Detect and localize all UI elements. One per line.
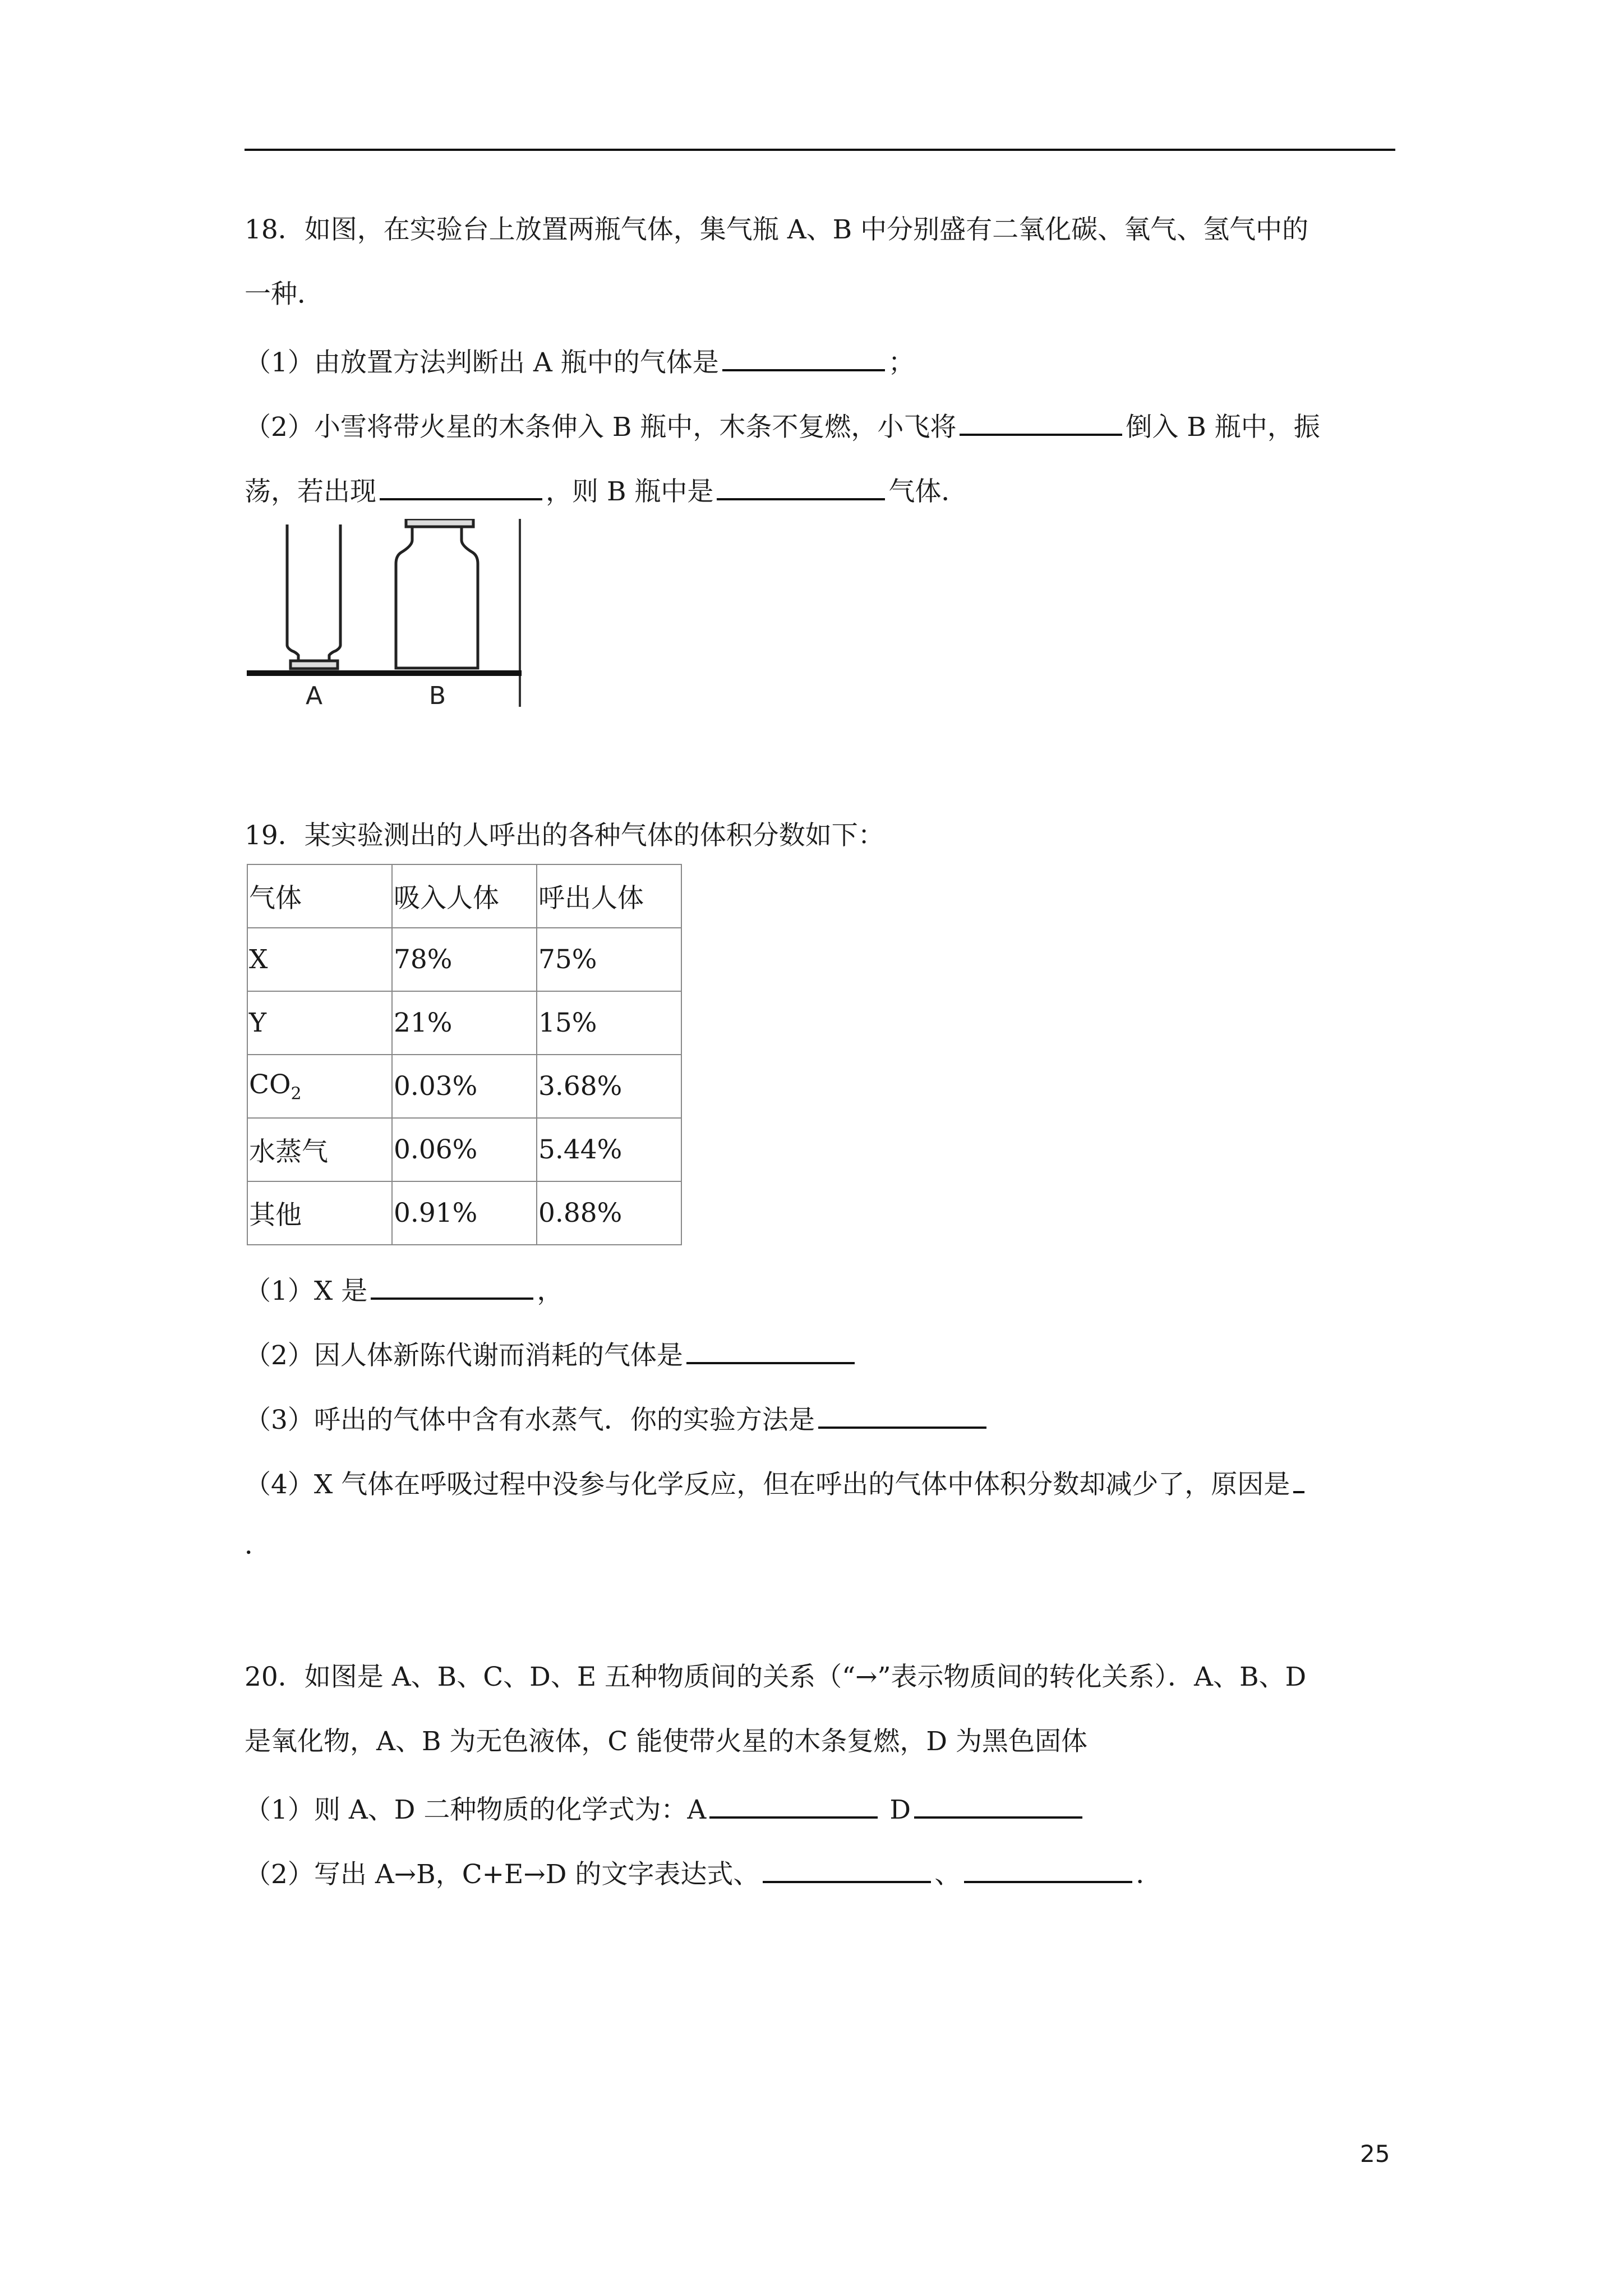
table-cell: 水蒸气 <box>247 1118 392 1181</box>
header-rule <box>245 149 1395 151</box>
q20-part2: （2）写出 A→B，C+E→D 的文字表达式、 、 ． <box>245 1854 1162 1892</box>
q19-blank4[interactable] <box>1293 1464 1304 1493</box>
q20-part1: （1）则 A、D 二种物质的化学式为：A D <box>245 1789 1086 1827</box>
q19-blank3[interactable] <box>818 1400 986 1429</box>
q19-stem: 19．某实验测出的人呼出的各种气体的体积分数如下： <box>245 820 884 851</box>
table-cell: 3.68% <box>537 1055 681 1118</box>
table-cell: 5.44% <box>537 1118 681 1181</box>
q20-stem-line2: 是氧化物，A、B 为无色液体，C 能使带火星的木条复燃，D 为黑色固体 <box>245 1726 1087 1757</box>
table-header-cell: 吸入人体 <box>392 864 537 928</box>
table-header-row <box>247 864 681 928</box>
lab-bench <box>247 670 522 676</box>
table-row <box>247 991 681 1055</box>
q20-stem-line1: 20．如图是 A、B、C、D、E 五种物质间的关系（“→”表示物质间的转化关系）．A、B、D <box>245 1662 1307 1692</box>
q19-part2: （2）因人体新陈代谢而消耗的气体是 <box>245 1335 858 1373</box>
q18-blank1[interactable] <box>722 342 885 371</box>
table-cell: 78% <box>392 928 537 991</box>
table-cell: 75% <box>537 928 681 991</box>
table-cell: 0.06% <box>392 1118 537 1181</box>
q18-blank4[interactable] <box>717 471 885 500</box>
q18-part1: （1）由放置方法判断出 A 瓶中的气体是 ； <box>245 342 915 380</box>
q19-blank1[interactable] <box>371 1271 533 1300</box>
q18-blank3[interactable] <box>380 471 542 500</box>
table-row <box>247 1055 681 1118</box>
q19-part1: （1）X 是 ， <box>245 1271 563 1308</box>
bottle-b-label: B <box>428 682 446 707</box>
table-cell: 0.03% <box>392 1055 537 1118</box>
table-cell: Y <box>247 991 392 1055</box>
table-cell: 15% <box>537 991 681 1055</box>
gas-bottles-figure <box>247 519 522 707</box>
q20-blank2[interactable] <box>914 1789 1082 1819</box>
bottle-a-label: A <box>305 682 323 707</box>
q20-blank4[interactable] <box>964 1854 1132 1883</box>
q19-part3: （3）呼出的气体中含有水蒸气．你的实验方法是 <box>245 1400 990 1437</box>
table-cell: X <box>247 928 392 991</box>
q18-part2-line1: （2）小雪将带火星的木条伸入 B 瓶中，木条不复燃，小飞将 倒入 B 瓶中，振 <box>245 407 1320 444</box>
gas-volume-table <box>247 864 682 1245</box>
bottle-a <box>287 524 340 669</box>
table-cell: 21% <box>392 991 537 1055</box>
q19-blank2[interactable] <box>686 1335 855 1364</box>
table-row <box>247 1181 681 1245</box>
table-header-cell: 呼出人体 <box>537 864 681 928</box>
q18-part2-line2: 荡，若出现 ，则 B 瓶中是 气体． <box>245 471 967 509</box>
table-cell: 其他 <box>247 1181 392 1245</box>
q20-blank1[interactable] <box>709 1789 878 1819</box>
table-cell: 0.88% <box>537 1181 681 1245</box>
table-header-cell: 气体 <box>247 864 392 928</box>
bottle-b <box>396 519 478 668</box>
table-row <box>247 1118 681 1181</box>
q18-blank2[interactable] <box>960 407 1122 436</box>
q19-part4: （4）X 气体在呼吸过程中没参与化学反应，但在呼出的气体中体积分数却减少了，原因是 <box>245 1464 1308 1502</box>
q19-part4-end: ． <box>245 1530 271 1561</box>
table-row <box>247 928 681 991</box>
q18-stem-line2: 一种． <box>245 279 324 310</box>
table-cell: 0.91% <box>392 1181 537 1245</box>
table-cell-co2: $CO_2$ <box>247 1055 392 1118</box>
q18-stem-line1: 18．如图，在实验台上放置两瓶气体，集气瓶 A、B 中分别盛有二氧化碳、氧气、氢气中的 <box>245 214 1309 245</box>
q20-blank3[interactable] <box>763 1854 931 1883</box>
page-number: 25 <box>1360 2140 1390 2168</box>
